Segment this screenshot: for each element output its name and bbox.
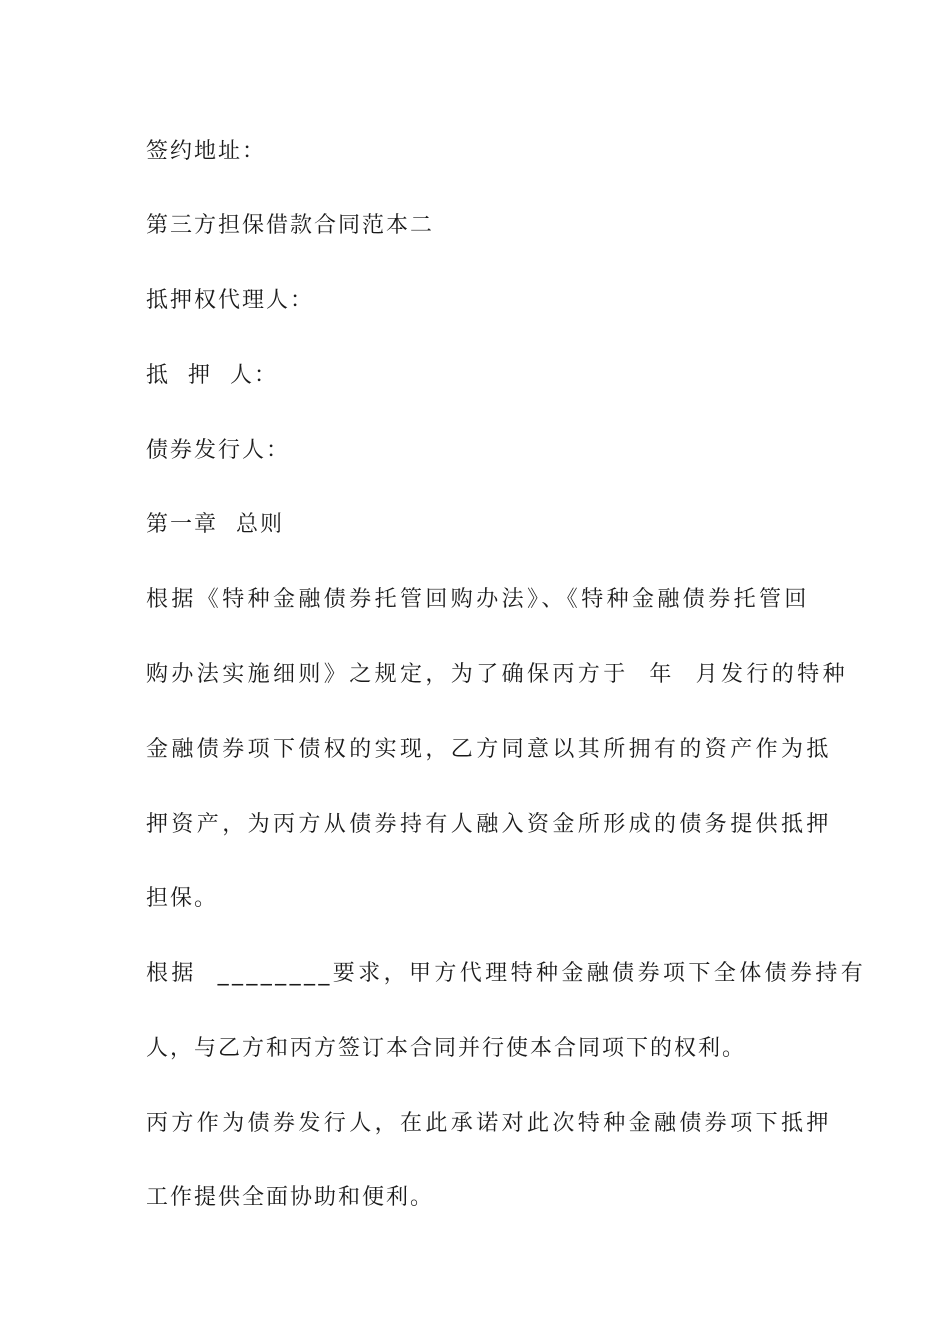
mortgagee-agent-label: 抵押权代理人：: [146, 288, 315, 313]
paragraph-line: 丙方作为债券发行人，在此承诺对此次特种金融债券项下抵押: [146, 1111, 832, 1136]
paragraph-line: 人，与乙方和丙方签订本合同并行使本合同项下的权利。: [146, 1036, 747, 1061]
paragraph-line: 押资产，为丙方从债券持有人融入资金所形成的债务提供抵押: [146, 812, 832, 837]
bond-issuer-label: 债券发行人：: [146, 438, 291, 463]
paragraph-line: 金融债券项下债权的实现，乙方同意以其所拥有的资产作为抵: [146, 737, 832, 762]
chapter-heading: 第一章 总则: [146, 512, 284, 537]
paragraph-line: 工作提供全面协助和便利。: [146, 1185, 435, 1210]
paragraph-line: 购办法实施细则》之规定，为了确保丙方于 年 月发行的特种: [146, 662, 848, 687]
signing-address-label: 签约地址：: [146, 139, 267, 164]
paragraph-line: 根据《特种金融债券托管回购办法》、《特种金融债券托管回: [146, 587, 810, 612]
paragraph-line: 根据 ________要求，甲方代理特种金融债券项下全体债券持有: [146, 961, 867, 986]
paragraph-line: 担保。: [146, 886, 219, 911]
mortgagor-label: 抵 押 人：: [146, 363, 278, 388]
document-title: 第三方担保借款合同范本二: [146, 213, 435, 238]
